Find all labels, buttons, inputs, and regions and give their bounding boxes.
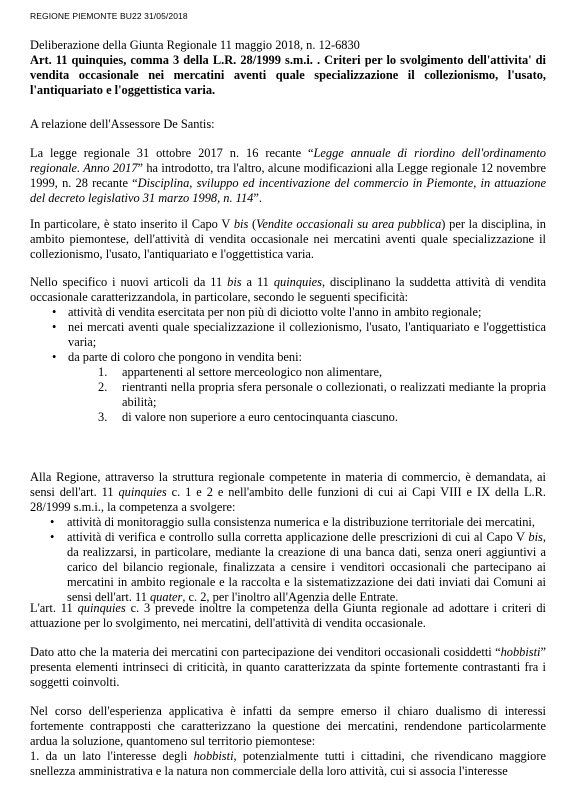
- bullet-list: [30, 305, 546, 365]
- text: a 11: [241, 275, 274, 289]
- paragraph-2: [30, 217, 546, 262]
- paragraph-4: [30, 470, 546, 605]
- text: ) per la disciplina, in ambito piemontese, dell'attività di vendita occasionale nei mercatini aventi quale specializzazione il collezionismo, l'usato, l'antiquariato e l'oggettistica varia.: [30, 217, 546, 261]
- text: Nello specifico i nuovi articoli da 11: [30, 275, 228, 289]
- text: La legge regionale 31 ottobre 2017 n. 16 recante “: [30, 146, 314, 160]
- item-number: 3.: [98, 410, 108, 424]
- list-item: [30, 410, 546, 425]
- list-item: • attività di vendita esercitata per non più di diciotto volte l'anno in ambito regionale;: [30, 305, 546, 320]
- list-item: • nei mercati aventi quale specializzazione il collezionismo, l'usato, l'antiquariato e l'oggettistica varia;: [30, 320, 546, 350]
- italic-text: quinquies: [273, 275, 322, 289]
- text: c. 3 prevede inoltre la competenza della Giunta regionale ad adottare i criteri di attuazione per lo svolgimento, nei mercatini, dell'attività di vendita occasionale.: [30, 601, 546, 630]
- item-text: appartenenti al settore merceologico non alimentare,: [122, 365, 383, 379]
- paragraph-3-intro: [30, 275, 546, 305]
- italic-text: quinquies: [77, 601, 126, 615]
- item-number: 1.: [98, 365, 108, 379]
- paragraph-1: [30, 146, 546, 206]
- text: 1. da un lato l'interesse degli: [30, 749, 194, 763]
- paragraph-7-intro: Nel corso dell'esperienza applicativa è infatti da sempre emerso il chiaro dualismo di interessi fortemente contrapposti che caratterizzano la questione dei mercatini, rendendone particolarmente ardua la soluzione, quantomeno sul territorio piemontese:: [30, 704, 546, 748]
- deliberation-title: [30, 38, 546, 98]
- title-subject: Art. 11 quinquies, comma 3 della L.R. 28/1999 s.m.i. . Criteri per lo svolgimento dell'attivita' di vendita occasionale nei mercatini aventi quale specializzazione il collezionismo, l'usato, l'antiquariato e l'oggettistica varia.: [30, 53, 546, 97]
- text: ” ha introdotto, tra l'altro, alcune modificazioni alla Legge regionale 12 novembre 1999, n. 28 recante “: [30, 161, 546, 190]
- paragraph-7: [30, 704, 546, 779]
- italic-text: quater: [149, 590, 183, 604]
- text: , da realizzarsi, in particolare, mediante la creazione di una banca dati, senza oneri aggiuntivi a carico del bilancio regionale, finalizzata a censire i venditori occasionali che partecipano ai mercatini in ambito regionale e la raccolta e la sistematizzazione dei dati inviati dai Comuni ai sensi dell'art. 11: [67, 530, 546, 604]
- paragraph-7-point-1: [30, 749, 546, 779]
- text: ” presenta elementi intrinseci di criticità, in quanto caratterizzata da spinte fortemente contrastanti fra i soggetti coinvolti.: [30, 645, 546, 689]
- text: , disciplinano la suddetta attività di vendita occasionale caratterizzandola, in particolare, secondo le seguenti specificità:: [30, 275, 546, 304]
- italic-text: hobbisti: [193, 749, 234, 763]
- italic-text: Legge annuale di riordino dell'ordinamento regionale. Anno 2017: [30, 146, 546, 175]
- relazione-line: A relazione dell'Assessore De Santis:: [30, 117, 215, 131]
- text: ”.: [253, 191, 262, 205]
- text: attività di verifica e controllo sulla corretta applicazione delle prescrizioni di cui al Capo V: [67, 530, 529, 544]
- italic-text: bis: [233, 217, 249, 231]
- paragraph-5: [30, 601, 546, 631]
- italic-text: Disciplina, sviluppo ed incentivazione del commercio in Piemonte, in attuazione del decreto legislativo 31 marzo 1998, n. 114: [30, 176, 546, 205]
- list-item: • da parte di coloro che pongono in vendita beni:: [30, 350, 546, 365]
- text: , c. 2, per l'inoltro all'Agenzia delle Entrate.: [182, 590, 399, 604]
- text: c. 1 e 2 e nell'ambito delle funzioni di cui ai Capi VIII e IX della L.R. 28/1999 s.m.i., la competenza a svolgere:: [30, 485, 546, 514]
- bullet-list: [30, 515, 546, 605]
- italic-text: quinquies: [118, 485, 167, 499]
- text: In particolare, è stato inserito il Capo V: [30, 217, 234, 231]
- italic-text: bis: [528, 530, 543, 544]
- text: , potenzialmente tutti i cittadini, che rivendicano maggiore snellezza amministrativa e la natura non commerciale della loro attività, cui si associa l'interesse: [30, 749, 546, 778]
- list-item: [30, 530, 546, 605]
- numbered-list: [30, 365, 546, 425]
- text: (: [248, 217, 257, 231]
- list-item: • attività di monitoraggio sulla consistenza numerica e la distribuzione territoriale dei mercatini,: [30, 515, 546, 530]
- italic-text: bis: [227, 275, 242, 289]
- paragraph-4-intro: [30, 470, 546, 515]
- list-item: [30, 365, 546, 380]
- item-text: rientranti nella propria sfera personale o collezionati, o realizzati mediante la propria abilità;: [122, 380, 546, 409]
- text: Alla Regione, attraverso la struttura regionale competente in materia di commercio, è demandata, ai sensi dell'art. 11: [30, 470, 546, 499]
- running-head: REGIONE PIEMONTE BU22 31/05/2018: [30, 11, 188, 21]
- paragraph-3: [30, 275, 546, 425]
- title-line: Deliberazione della Giunta Regionale 11 maggio 2018, n. 12-6830: [30, 38, 360, 52]
- item-number: 2.: [98, 380, 108, 394]
- item-text: di valore non superiore a euro centocinquanta ciascuno.: [122, 410, 398, 424]
- italic-text: hobbisti: [500, 645, 541, 659]
- text: L'art. 11: [30, 601, 78, 615]
- text: Dato atto che la materia dei mercatini con partecipazione dei venditori occasionali cosiddetti “: [30, 645, 501, 659]
- paragraph-6: [30, 645, 546, 690]
- list-item: [30, 380, 546, 410]
- italic-text: Vendite occasionali su area pubblica: [256, 217, 442, 231]
